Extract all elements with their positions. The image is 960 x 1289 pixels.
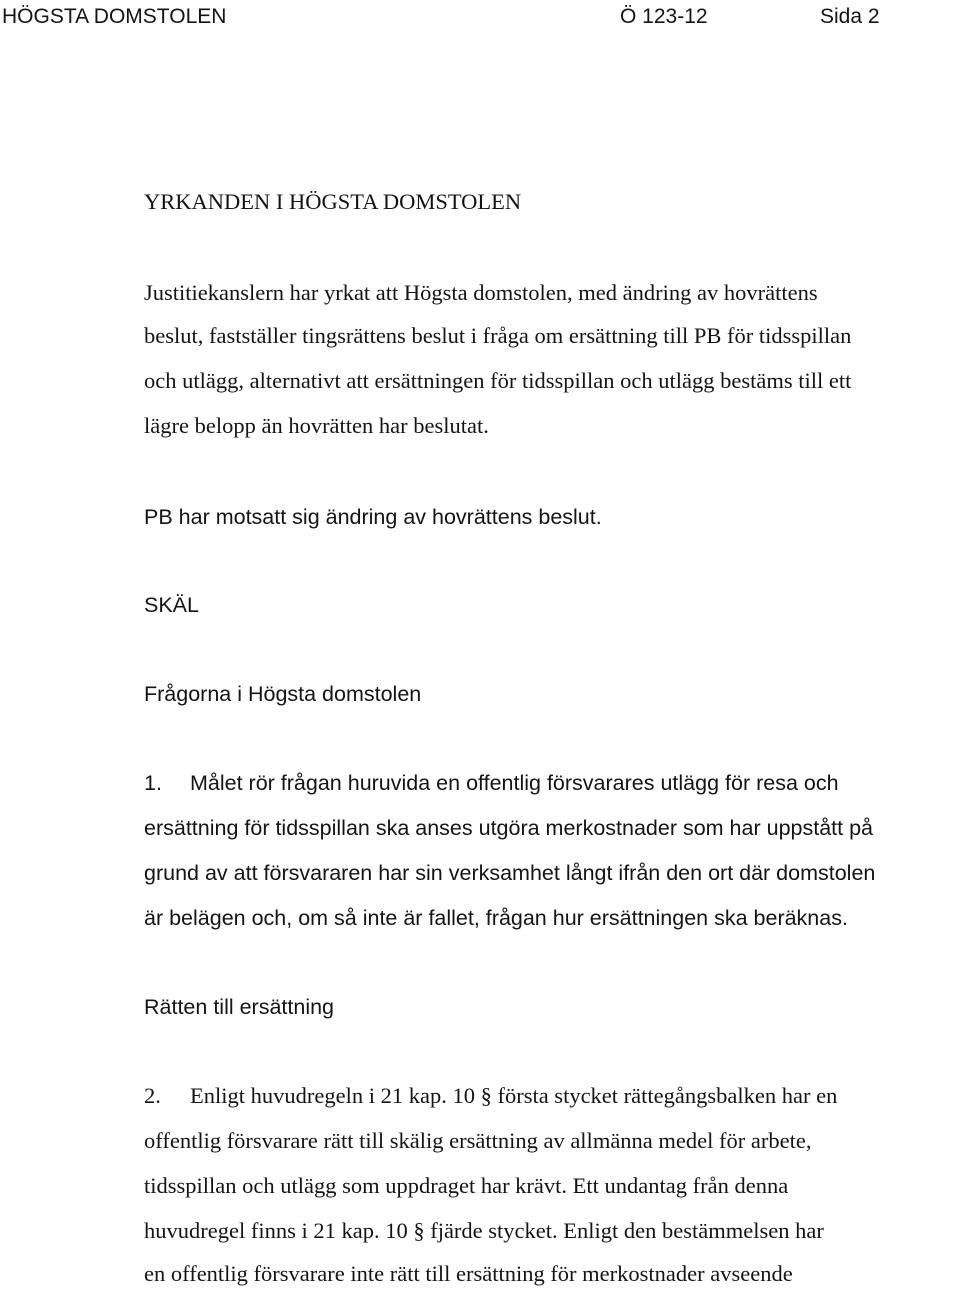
paragraph-2-number: 2. [144,1083,161,1108]
paragraph-1-text-1: Målet rör frågan huruvida en offentlig försvarares utlägg för resa och [190,771,839,795]
paragraph-2-line-2: offentlig försvarare rätt till skälig ersättning av allmänna medel för arbete, [144,1128,812,1153]
paragraph-1-number: 1. [144,771,162,795]
page-number: Sida 2 [820,5,880,28]
paragraph-2-line-1 [144,1081,837,1111]
court-name: HÖGSTA DOMSTOLEN [2,5,227,28]
claims-line-4: lägre belopp än hovrätten har beslutat. [144,413,489,438]
paragraph-2-line-5: en offentlig försvarare inte rätt till ersättning för merkostnader avseende [144,1261,793,1286]
paragraph-2-text-1: Enligt huvudregeln i 21 kap. 10 § första stycket rättegångsbalken har en [190,1083,838,1108]
questions-heading: Frågorna i Högsta domstolen [144,682,422,706]
paragraph-1-line-3: grund av att försvararen har sin verksamhet långt ifrån den ort där domstolen [144,861,876,885]
compensation-heading: Rätten till ersättning [144,995,335,1019]
paragraph-1-line-2: ersättning för tidsspillan ska anses utgöra merkostnader som har uppstått på [144,816,873,840]
claims-line-1: Justitiekanslern har yrkat att Högsta domstolen, med ändring av hovrättens [144,280,818,305]
paragraph-2-line-4: huvudregel finns i 21 kap. 10 § fjärde stycket. Enligt den bestämmelsen har [144,1218,824,1243]
case-number: Ö 123-12 [620,5,708,28]
claims-line-2: beslut, fastställer tingsrättens beslut i fråga om ersättning till PB för tidsspillan [144,323,852,348]
claims-line-3: och utlägg, alternativt att ersättningen för tidsspillan och utlägg bestäms till ett [144,368,852,393]
reasons-heading: SKÄL [144,593,199,617]
paragraph-1-line-1 [144,768,839,798]
response-line: PB har motsatt sig ändring av hovrättens beslut. [144,505,602,529]
page-header [0,4,960,30]
paragraph-1-line-4: är belägen och, om så inte är fallet, frågan hur ersättningen ska beräknas. [144,906,848,930]
paragraph-2-line-3: tidsspillan och utlägg som uppdraget har krävt. Ett undantag från denna [144,1173,789,1198]
claims-heading: YRKANDEN I HÖGSTA DOMSTOLEN [144,189,522,214]
